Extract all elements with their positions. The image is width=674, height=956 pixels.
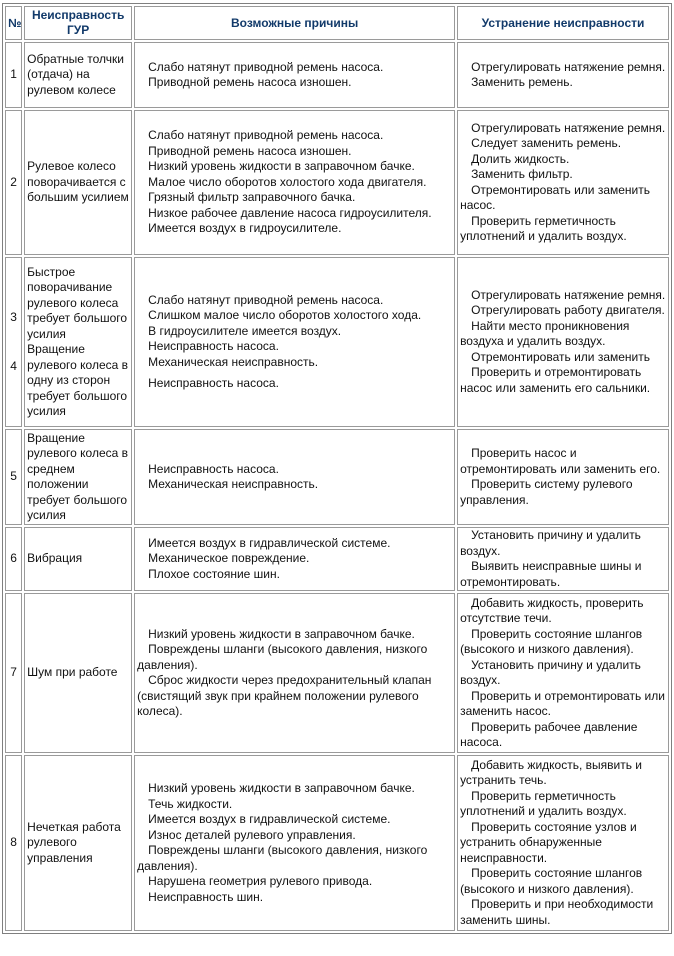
cause-item: Плохое состояние шин.	[148, 566, 280, 581]
fix-item: Проверить состояние шлангов (высокого и низкого давления).	[460, 866, 643, 896]
row-number: 6	[5, 527, 22, 591]
cause-item: Неисправность насоса.	[148, 461, 279, 476]
row-number-pair	[5, 257, 22, 427]
cause-item: Механическая неисправность.	[148, 354, 319, 369]
causes-cell	[134, 257, 455, 427]
fix-item: Проверить герметичность уплотнений и удалить воздух.	[460, 788, 627, 819]
table-row	[5, 429, 669, 525]
fix-item: Заменить фильтр.	[471, 167, 573, 181]
table-row	[5, 110, 669, 255]
fix-item: Отремонтировать или заменить	[471, 349, 650, 364]
fix-item: Отрегулировать натяжение ремня.	[471, 287, 666, 302]
fix-item: Найти место проникновения воздуха и удалить воздух.	[460, 318, 630, 349]
cause-item: Слабо натянут приводной ремень насоса.	[148, 59, 384, 74]
header-causes: Возможные причины	[134, 6, 455, 40]
fix-item: Проверить систему рулевого управления.	[460, 477, 633, 507]
causes-cell	[134, 42, 455, 108]
cause-item: Неисправность насоса.	[148, 376, 279, 390]
fault-cell: Вращение рулевого колеса в среднем положении требует большого усилия	[24, 429, 132, 525]
causes-cell	[134, 755, 455, 931]
cause-item: Малое число оборотов холостого хода двигателя.	[148, 174, 427, 189]
row-number: 2	[5, 110, 22, 255]
fix-item: Проверить насос и отремонтировать или заменить его.	[460, 446, 661, 476]
fix-item: Отремонтировать или заменить насос.	[460, 182, 650, 212]
fix-item: Проверить и отремонтировать или заменить насос.	[460, 688, 665, 718]
cause-item: Имеется воздух в гидроусилителе.	[148, 221, 342, 236]
cause-item: Нарушена геометрия рулевого привода.	[148, 874, 373, 888]
fixes-cell	[457, 593, 669, 753]
causes-cell	[134, 429, 455, 525]
fix-item: Выявить неисправные шины и отремонтировать.	[460, 559, 642, 589]
causes-cell	[134, 110, 455, 255]
cause-item: Износ деталей рулевого управления.	[148, 827, 356, 842]
cause-item: Неисправность насоса.	[148, 339, 279, 353]
fix-item: Установить причину и удалить воздух.	[460, 528, 641, 558]
fixes-cell	[457, 110, 669, 255]
table-row	[5, 527, 669, 591]
header-num: №	[5, 6, 22, 40]
fixes-cell	[457, 42, 669, 108]
causes-cell	[134, 527, 455, 591]
fault-text-3: Быстрое поворачивание рулевого колеса требует большого усилия	[27, 264, 128, 341]
fixes-cell	[457, 755, 669, 931]
cause-item: Повреждены шланги (высокого давления, низкого давления).	[137, 843, 428, 873]
cause-item: Механическое повреждение.	[148, 551, 310, 566]
fixes-cell	[457, 527, 669, 591]
fix-item: Проверить состояние шлангов (высокого и низкого давления).	[460, 626, 643, 656]
fix-item: Проверить и при необходимости заменить шины.	[460, 897, 654, 927]
fix-item: Проверить герметичность уплотнений и удалить воздух.	[460, 213, 627, 243]
cause-item: Слишком малое число оборотов холостого хода.	[148, 308, 422, 322]
cause-item: Грязный фильтр заправочного бачка.	[148, 190, 356, 205]
fix-item: Заменить ремень.	[471, 75, 573, 89]
cause-item: В гидроусилителе имеется воздух.	[148, 323, 342, 338]
cause-item: Течь жидкости.	[148, 796, 233, 811]
cause-item: Приводной ремень насоса изношен.	[148, 143, 352, 158]
cause-item: Низкий уровень жидкости в заправочном бачке.	[148, 159, 415, 174]
cause-item: Имеется воздух в гидравлической системе.	[148, 535, 391, 550]
row-number: 1	[5, 42, 22, 108]
fix-item: Добавить жидкость, выявить и устранить течь.	[460, 757, 642, 788]
fix-item: Установить причину и удалить воздух.	[460, 657, 641, 687]
row-number: 4	[10, 359, 17, 373]
cause-item: Механическая неисправность.	[148, 477, 319, 491]
table-row	[5, 593, 669, 753]
fix-item: Отрегулировать натяжение ремня.	[471, 59, 666, 74]
table-row	[5, 257, 669, 427]
fault-table	[2, 3, 672, 934]
row-number: 7	[5, 593, 22, 753]
fix-item: Проверить рабочее давление насоса.	[460, 719, 638, 749]
cause-item: Слабо натянут приводной ремень насоса.	[148, 292, 384, 307]
causes-cell	[134, 593, 455, 753]
fix-item: Добавить жидкость, проверить отсутствие течи.	[460, 595, 644, 625]
cause-item: Низкое рабочее давление насоса гидроусилителя.	[148, 205, 432, 220]
fixes-cell	[457, 257, 669, 427]
cause-item: Низкий уровень жидкости в заправочном бачке.	[148, 626, 415, 641]
header-fault: Неисправность ГУР	[24, 6, 132, 40]
header-fixes: Устранение неисправности	[457, 6, 669, 40]
cause-item: Приводной ремень насоса изношен.	[148, 75, 352, 89]
row-number: 5	[5, 429, 22, 525]
fix-item: Проверить состояние узлов и устранить обнаруженные неисправности.	[460, 819, 637, 865]
table-row	[5, 755, 669, 931]
fault-cell: Рулевое колесо поворачивается с большим усилием	[24, 110, 132, 255]
table-row	[5, 42, 669, 108]
fix-item: Проверить и отремонтировать насос или заменить его сальники.	[460, 365, 651, 395]
fix-item: Отрегулировать работу двигателя.	[471, 303, 665, 318]
fixes-cell	[457, 429, 669, 525]
cause-item: Неисправность шин.	[148, 889, 264, 904]
fault-cell: Вибрация	[24, 527, 132, 591]
fault-cell	[24, 257, 132, 427]
cause-item: Сброс жидкости через предохранительный клапан (свистящий звук при крайнем положении рулевого колеса).	[137, 673, 432, 718]
row-number: 3	[10, 309, 17, 324]
fault-cell: Нечеткая работа рулевого управления	[24, 755, 132, 931]
fix-item: Следует заменить ремень.	[471, 136, 622, 150]
fault-cell: Обратные толчки (отдача) на рулевом колесе	[24, 42, 132, 108]
fault-text-4: Вращение рулевого колеса в одну из сторон требует большого усилия	[27, 342, 128, 418]
row-number: 8	[5, 755, 22, 931]
header-row	[5, 6, 669, 40]
cause-item: Повреждены шланги (высокого давления, низкого давления).	[137, 642, 428, 672]
fault-cell: Шум при работе	[24, 593, 132, 753]
cause-item: Имеется воздух в гидравлической системе.	[148, 812, 391, 826]
fix-item: Долить жидкость.	[471, 151, 570, 166]
fix-item: Отрегулировать натяжение ремня.	[471, 120, 666, 135]
cause-item: Низкий уровень жидкости в заправочном бачке.	[148, 781, 415, 795]
cause-item: Слабо натянут приводной ремень насоса.	[148, 128, 384, 143]
